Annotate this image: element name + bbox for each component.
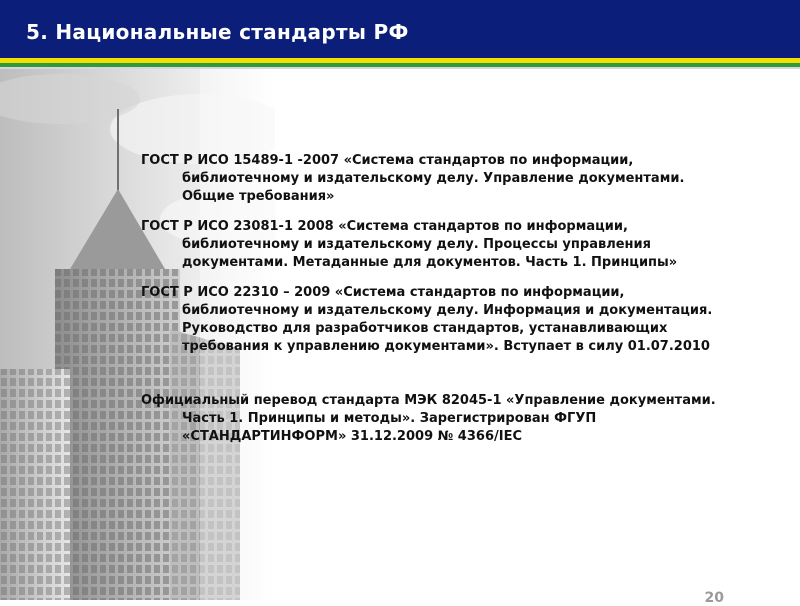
- standards-list: [141, 152, 721, 458]
- standard-item-iec-82045: Официальный перевод стандарта МЭК 82045-1 «Управление документами. Часть 1. Принципы и методы». Зарегистрирован ФГУП «СТАНДАРТИНФОРМ» 31.12.2009 № 4366/IEC: [141, 393, 716, 444]
- standard-item-gost-15489: ГОСТ Р ИСО 15489-1 -2007 «Система стандартов по информации, библиотечному и издательскому делу. Управление документами. Общие требования»: [141, 153, 685, 204]
- slide-title: 5. Национальные стандарты РФ: [26, 20, 409, 44]
- slide-header: [0, 0, 800, 58]
- page-number: 20: [704, 590, 724, 606]
- standard-item-gost-22310: ГОСТ Р ИСО 22310 – 2009 «Система стандартов по информации, библиотечному и издательскому делу. Информация и документация. Руководство для разработчиков стандартов, устанавливающих требования к управлению документами». Вступает в силу 01.07.2010: [141, 285, 713, 354]
- standard-item-gost-23081: ГОСТ Р ИСО 23081-1 2008 «Система стандартов по информации, библиотечному и издательскому делу. Процессы управления документами. Метаданные для документов. Часть 1. Принципы»: [141, 219, 678, 270]
